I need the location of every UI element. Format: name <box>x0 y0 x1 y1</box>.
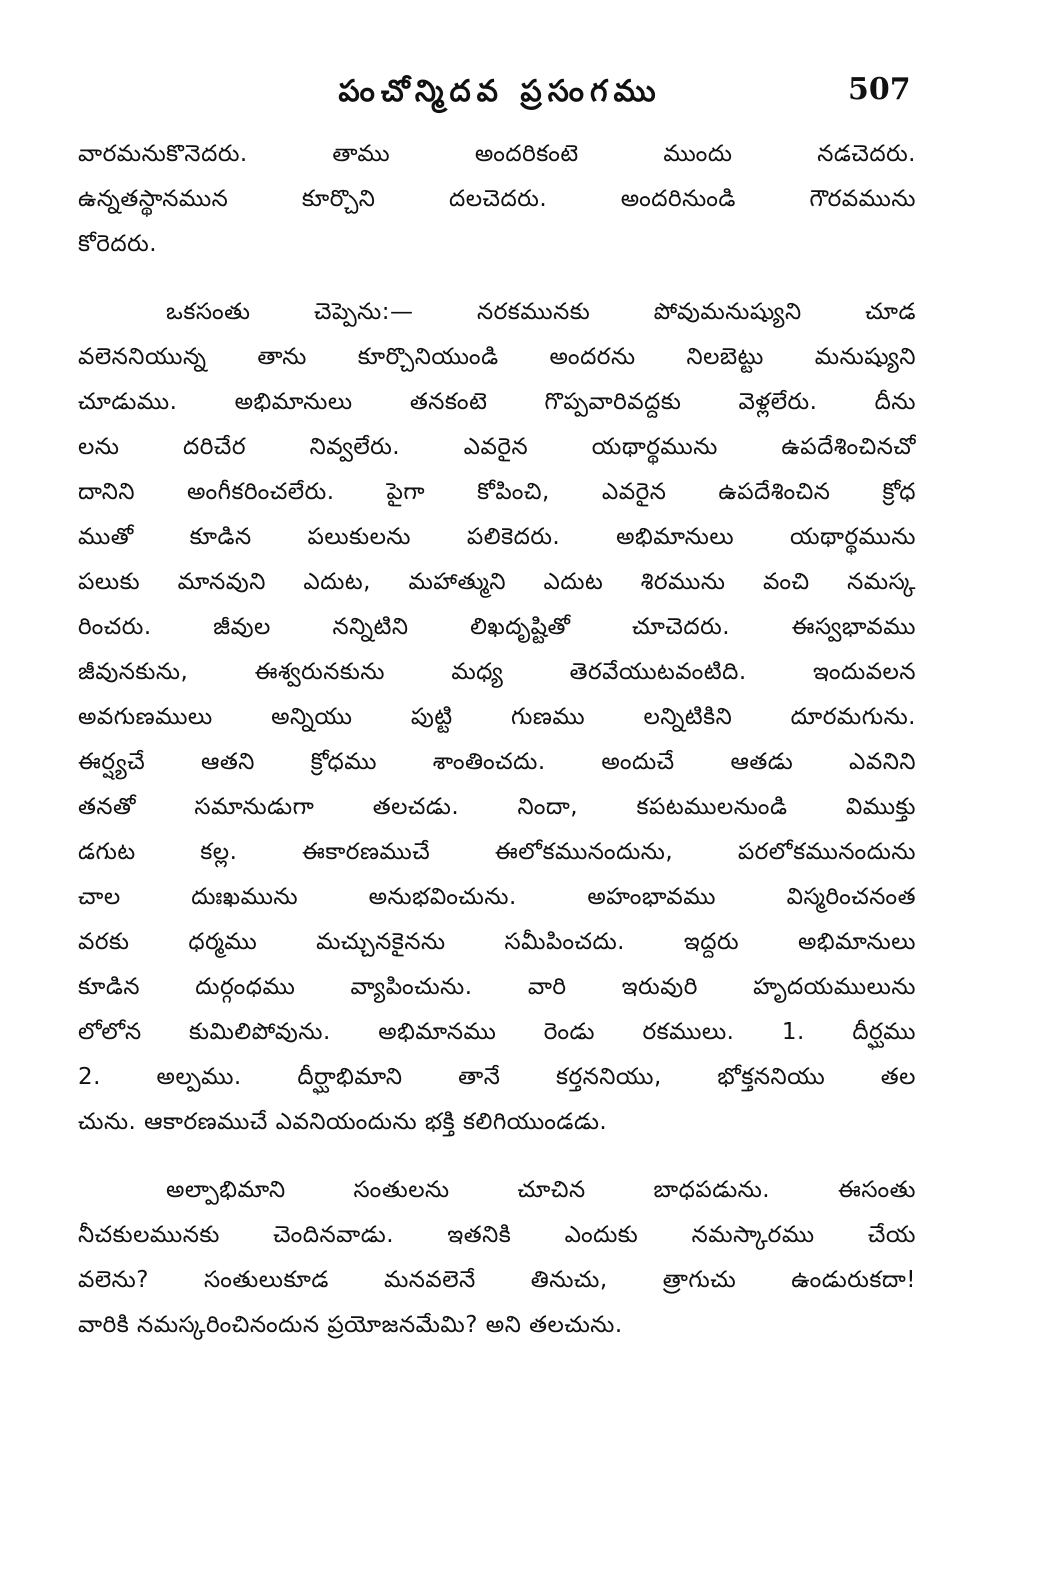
text-line: కూడిన దుర్గంధము వ్యాపించును. వారి ఇరువురి హృదయములును <box>78 974 916 1000</box>
text-line: అల్పాభిమాని సంతులను చూచిన బాధపడును. ఈసంతు <box>166 1177 916 1203</box>
text-line: వారికి నమస్కరించినందున ప్రయోజనమేమి? అని తలచును. <box>78 1312 623 1338</box>
text-line: ఉన్నతస్థానమున కూర్చొని దలచెదరు. అందరినుండి గౌరవమును <box>78 186 916 212</box>
text-line: ఒకసంతు చెప్పెను:— నరకమునకు పోవుమనుష్యుని చూడ <box>166 299 916 325</box>
text-line: తనతో సమానుడుగా తలచడు. నిందా, కపటములనుండి విముక్తు <box>78 794 916 820</box>
text-line: నీచకులమునకు చెందినవాడు. ఇతనికి ఎందుకు నమస్కారము చేయ <box>78 1222 916 1248</box>
body-text <box>78 132 916 1348</box>
text-line: పలుకు మానవుని ఎదుట, మహాత్ముని ఎదుట శిరమును వంచి నమస్క <box>78 569 916 595</box>
text-line: ఈర్ష్యచే ఆతని క్రోధము శాంతించదు. అందుచే ఆతడు ఎవనిని <box>78 749 916 775</box>
text-line: వరకు ధర్మము మచ్చునకైనను సమీపించదు. ఇద్దరు అభిమానులు <box>78 929 916 955</box>
page-header <box>0 70 1055 120</box>
text-line: ముతో కూడిన పలుకులను పలికెదరు. అభిమానులు యథార్థమును <box>78 524 916 550</box>
page-number: 507 <box>848 72 911 107</box>
text-line: చూడుము. అభిమానులు తనకంటె గొప్పవారివద్దకు వెళ్లలేరు. దీను <box>78 389 916 415</box>
text-line: రించరు. జీవుల నన్నిటిని లిఖదృష్టితో చూచెదరు. ఈస్వభావము <box>78 614 916 640</box>
text-line: 2. అల్పము. దీర్ఘాభిమాని తానే కర్తననియు, భోక్తననియు తల <box>78 1064 916 1090</box>
text-line: వలెను? సంతులుకూడ మనవలెనే తినుచు, త్రాగుచు ఉండురుకదా! <box>78 1267 916 1293</box>
text-line: వారమనుకొనెదరు. తాము అందరికంటె ముందు నడచెదరు. <box>78 141 916 167</box>
text-line: లోలోన కుమిలిపోవును. అభిమానము రెండు రకములు. 1. దీర్ఘము <box>78 1019 916 1045</box>
text-line: లను దరిచేర నివ్వలేరు. ఎవరైన యథార్థమును ఉపదేశించినచో <box>78 434 916 460</box>
text-line: కోరెదరు. <box>78 231 158 257</box>
text-line: చాల దుఃఖమును అనుభవించును. అహంభావము విస్మరించనంత <box>78 884 916 910</box>
paragraph-3 <box>78 1168 916 1348</box>
paragraph-1 <box>78 132 916 267</box>
text-line: అవగుణములు అన్నియు పుట్టి గుణము లన్నిటికిని దూరమగును. <box>78 704 916 730</box>
text-line: చును. ఆకారణముచే ఎవనియందును భక్తి కలిగియుండడు. <box>78 1109 608 1135</box>
text-line: వలెననియున్న తాను కూర్చొనియుండి అందరను నిలబెట్టు మనుష్యుని <box>78 344 916 370</box>
text-line: డగుట కల్ల. ఈకారణముచే ఈలోకమునందును, పరలోకమునందును <box>78 839 916 865</box>
running-title: పంచోన్మిదవ ప్రసంగము <box>338 74 662 109</box>
text-line: జీవునకును, ఈశ్వరునకును మధ్య తెరవేయుటవంటిది. ఇందువలన <box>78 659 916 685</box>
text-line: దానిని అంగీకరించలేరు. పైగా కోపించి, ఎవరైన ఉపదేశించిన క్రోధ <box>78 479 916 505</box>
paragraph-2 <box>78 290 916 1145</box>
